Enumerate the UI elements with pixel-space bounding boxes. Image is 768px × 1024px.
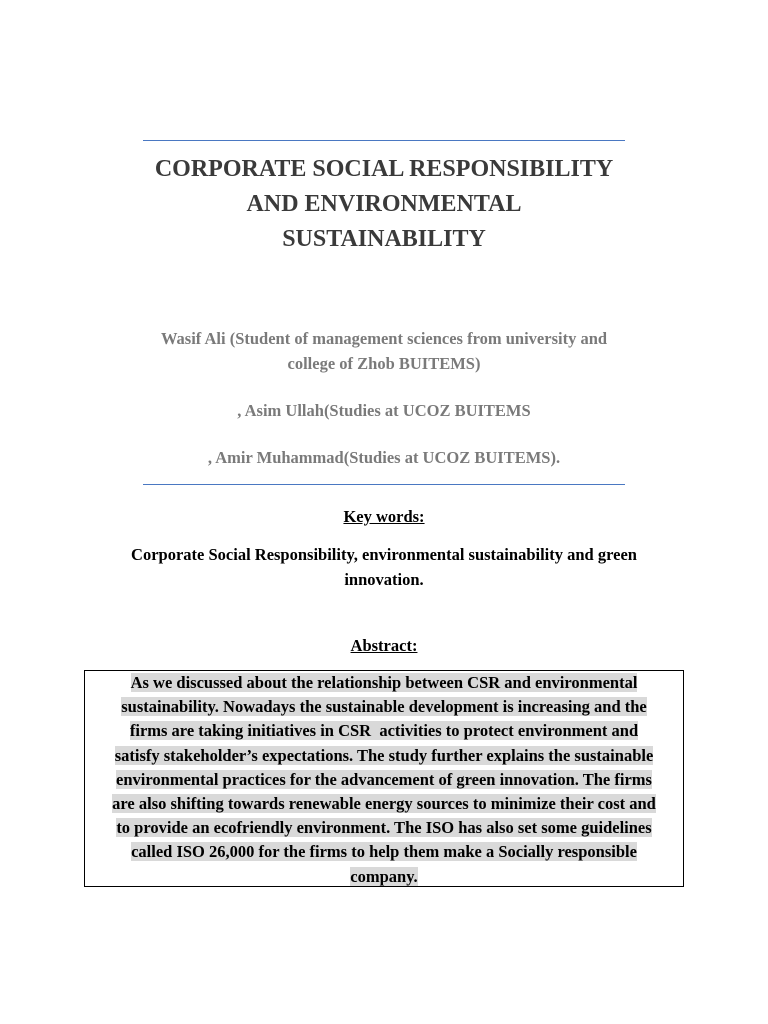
author-1-line-2: college of Zhob BUITEMS) bbox=[287, 354, 481, 373]
abstract-line: sustainability. Nowadays the sustainable development is increasing and the bbox=[121, 697, 647, 717]
keywords-line-2: innovation. bbox=[344, 570, 424, 589]
abstract-line: As we discussed about the relationship between CSR and environmental bbox=[130, 673, 638, 692]
title-line-3: SUSTAINABILITY bbox=[282, 226, 486, 252]
authors-block bbox=[100, 326, 668, 470]
title-line-2: AND ENVIRONMENTAL bbox=[246, 191, 522, 217]
keywords-text bbox=[100, 542, 668, 592]
abstract-line: firms are taking initiatives in CSR activities to protect environment and bbox=[129, 721, 639, 741]
bottom-rule bbox=[143, 484, 625, 485]
abstract-line: are also shifting towards renewable energy sources to minimize their cost and bbox=[112, 794, 656, 814]
title-line-1: CORPORATE SOCIAL RESPONSIBILITY bbox=[154, 156, 614, 182]
top-rule bbox=[143, 140, 625, 141]
abstract-heading: Abstract: bbox=[350, 636, 418, 655]
keywords-heading: Key words: bbox=[343, 507, 425, 526]
author-2: , Asim Ullah(Studies at UCOZ BUITEMS bbox=[237, 401, 531, 420]
keywords-line-1: Corporate Social Responsibility, environmental sustainability and green bbox=[131, 545, 637, 564]
abstract-line: to provide an ecofriendly environment. The ISO has also set some guidelines bbox=[116, 818, 652, 838]
abstract-line: environmental practices for the advancement of green innovation. The firms bbox=[116, 769, 652, 789]
document-title bbox=[100, 152, 668, 257]
author-3: , Amir Muhammad(Studies at UCOZ BUITEMS). bbox=[207, 448, 561, 467]
author-1-line-1: Wasif Ali (Student of management sciences from university and bbox=[160, 329, 608, 348]
abstract-line: company. bbox=[350, 866, 418, 886]
abstract-line: called ISO 26,000 for the firms to help them make a Socially responsible bbox=[131, 842, 637, 862]
abstract-line: satisfy stakeholder’s expectations. The study further explains the sustainable bbox=[114, 745, 654, 765]
abstract-box bbox=[84, 670, 684, 887]
